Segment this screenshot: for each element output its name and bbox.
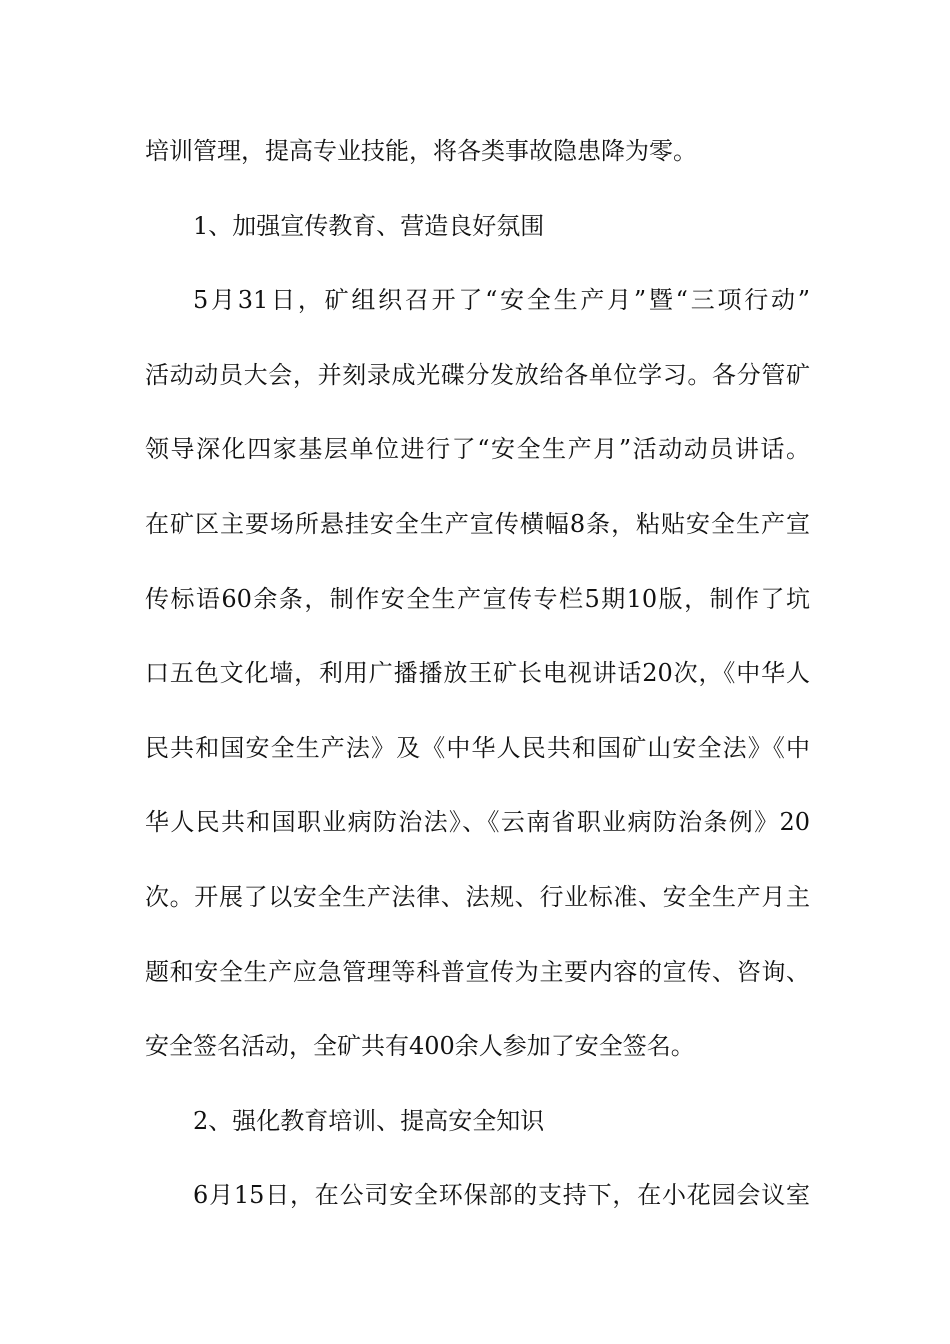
paragraph-line: 华人民共和国职业病防治法》、《云南省职业病防治条例》20 [145, 808, 810, 837]
paragraph-line: 传标语60余条，制作安全生产宣传专栏5期10版，制作了坑 [145, 584, 810, 613]
paragraph-line: 安全签名活动，全矿共有400余人参加了安全签名。 [145, 1032, 695, 1061]
paragraph-line: 民共和国安全生产法》及《中华人民共和国矿山安全法》《中 [145, 733, 810, 762]
paragraph-line: 5月31日，矿组织召开了“安全生产月”暨“三项行动” [193, 286, 810, 315]
paragraph-line: 6月15日，在公司安全环保部的支持下，在小花园会议室 [193, 1181, 810, 1210]
section-heading: 2、强化教育培训、提高安全知识 [193, 1106, 545, 1135]
paragraph-line: 题和安全生产应急管理等科普宣传为主要内容的宣传、咨询、 [145, 957, 810, 986]
section-heading: 1、加强宣传教育、营造良好氛围 [193, 211, 545, 240]
document-body [145, 127, 810, 1246]
paragraph-line: 培训管理，提高专业技能，将各类事故隐患降为零。 [145, 137, 697, 165]
paragraph-line: 领导深化四家基层单位进行了“安全生产月”活动动员讲话。 [145, 435, 810, 464]
paragraph-line: 口五色文化墙，利用广播播放王矿长电视讲话20次，《中华人 [145, 659, 810, 688]
paragraph-line: 活动动员大会，并刻录成光碟分发放给各单位学习。各分管矿 [145, 360, 810, 389]
paragraph-line: 在矿区主要场所悬挂安全生产宣传横幅8条，粘贴安全生产宣 [145, 509, 810, 538]
paragraph-line: 次。开展了以安全生产法律、法规、行业标准、安全生产月主 [145, 882, 810, 911]
